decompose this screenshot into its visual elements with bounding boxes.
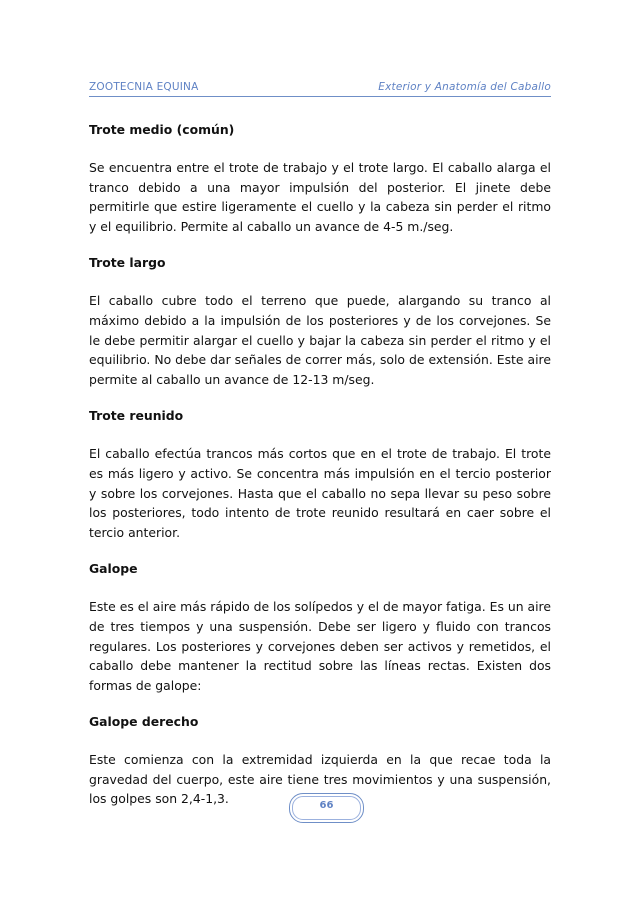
section-title: Trote reunido: [89, 408, 184, 424]
section-trote-medio: [89, 122, 551, 236]
section-title: Galope: [89, 561, 138, 577]
page-number-badge: [289, 793, 364, 823]
page-header: [89, 80, 551, 97]
header-right-title: Exterior y Anatomía del Caballo: [378, 81, 551, 93]
section-paragraph: Este es el aire más rápido de los solípedos y el de mayor fatiga. Es un aire de tres tiempos y una suspensión. Debe ser ligero y fluido con trancos regulares. Los posteriores y corvejones deben ser activos y remetidos, el caballo debe mantener la rectitud sobre las líneas rectas. Existen dos formas de galope:: [89, 599, 551, 693]
document-content: [89, 122, 551, 828]
section-galope: [89, 561, 551, 695]
section-paragraph: Se encuentra entre el trote de trabajo y el trote largo. El caballo alarga el tranco debido a una mayor impulsión del posterior. El jinete debe permitirle que estire ligeramente el cuello y la cabeza sin perder el ritmo y el equilibrio. Permite al caballo un avance de 4-5 m./seg.: [89, 160, 551, 234]
section-trote-largo: [89, 255, 551, 389]
section-paragraph: El caballo cubre todo el terreno que puede, alargando su tranco al máximo debido a la impulsión de los posteriores y de los corvejones. Se le debe permitir alargar el cuello y bajar la cabeza sin perder el ritmo y el equilibrio. No debe dar señales de correr más, solo de extensión. Este aire permite al caballo un avance de 12-13 m/seg.: [89, 293, 551, 387]
page-number: 66: [319, 800, 334, 811]
section-trote-reunido: [89, 408, 551, 542]
section-paragraph: Este comienza con la extremidad izquierda en la que recae toda la gravedad del cuerpo, este aire tiene tres movimientos y una suspensión, los golpes son 2,4-1,3.: [89, 752, 551, 807]
section-paragraph: El caballo efectúa trancos más cortos que en el trote de trabajo. El trote es más ligero y activo. Se concentra más impulsión en el tercio posterior y sobre los corvejones. Hasta que el caballo no sepa llevar su peso sobre los posteriores, todo intento de trote reunido resultará en caer sobre el tercio anterior.: [89, 446, 551, 540]
header-left-title: ZOOTECNIA EQUINA: [89, 81, 199, 93]
section-title: Trote medio (común): [89, 122, 235, 137]
section-title: Galope derecho: [89, 714, 199, 730]
section-title: Trote largo: [89, 255, 166, 271]
